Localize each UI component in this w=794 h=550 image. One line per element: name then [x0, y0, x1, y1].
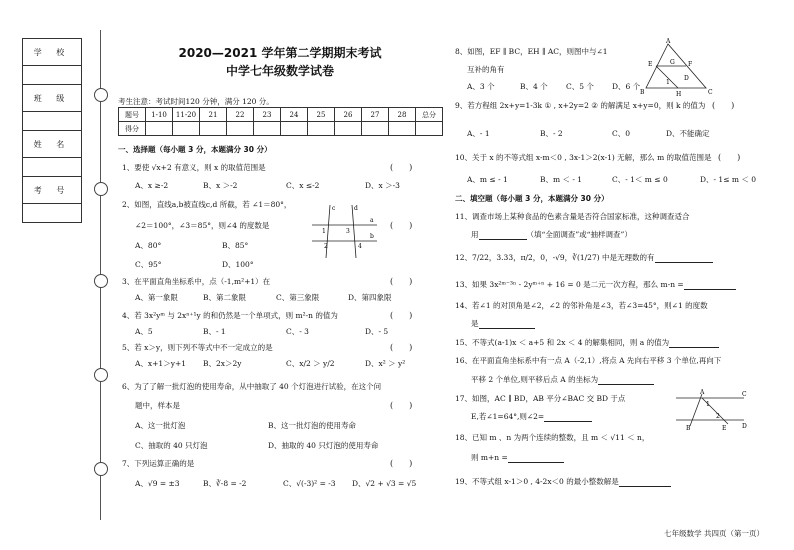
exam-subtitle: 中学七年级数学试卷	[225, 64, 334, 78]
question-8: 8、如图，EF ∥ BC，EH ∥ AC，则图中与∠1	[455, 47, 608, 56]
question-2: 2、如图，直线a,b被直线c,d 所截，若 ∠1＝80°，	[122, 200, 292, 209]
binding-hole	[94, 182, 108, 196]
binding-hole	[94, 274, 108, 288]
option[interactable]: B、x ＞-2	[203, 181, 238, 190]
option[interactable]: A、x ≥-2	[135, 181, 169, 190]
score-cell[interactable]	[308, 122, 335, 136]
school-field[interactable]	[23, 66, 81, 85]
binding-hole	[94, 462, 108, 476]
score-table-header-row	[119, 108, 443, 122]
option[interactable]: D、抽取的 40 只灯泡的使用寿命	[268, 441, 379, 450]
section-heading-choice: 一、选择题（每小题 3 分，本题满分 30 分）	[118, 145, 272, 154]
option[interactable]: D、100°	[222, 260, 254, 269]
option[interactable]: B、- 2	[540, 129, 563, 138]
figure-q8-triangle	[640, 40, 720, 98]
option[interactable]: A、√9 = ±3	[135, 479, 180, 488]
class-field[interactable]	[23, 112, 81, 131]
fig-label: 4	[358, 243, 362, 250]
option[interactable]: C、5 个	[566, 82, 594, 91]
option[interactable]: A、5	[135, 327, 153, 336]
fig-label: 2	[324, 243, 328, 250]
question-6-cont: 题中，样本是	[135, 401, 180, 410]
answer-paren[interactable]: ( )	[718, 153, 741, 162]
score-cell[interactable]	[362, 122, 389, 136]
score-header-cell: 25	[308, 108, 335, 122]
score-cell[interactable]	[146, 122, 173, 136]
fig-label: D	[742, 423, 747, 430]
q11-prefix: 用	[471, 230, 479, 239]
option[interactable]: C、x ≤-2	[286, 181, 320, 190]
fig-label: b	[370, 233, 374, 240]
question-15	[455, 337, 719, 348]
option[interactable]: A、- 1	[467, 129, 490, 138]
score-cell[interactable]	[227, 122, 254, 136]
answer-blank[interactable]	[508, 454, 564, 463]
q13-text: 13、如果 3x²ᵐ⁻³ⁿ - 2yᵐ⁺ⁿ + 16 = 0 是二元一次方程，那么 m-n =	[455, 280, 684, 289]
answer-paren[interactable]: ( )	[712, 101, 735, 110]
fig-label: A	[666, 38, 671, 45]
question-14: 14、若∠1 的对顶角是∠2，∠2 的邻补角是∠3，若∠3=45°，则∠1 的度数	[455, 301, 708, 310]
option[interactable]: A、80°	[135, 241, 162, 250]
q19-text: 19、不等式组 x-1＞0 , 4-2x＜0 的最小整数解是	[455, 477, 619, 486]
figure-q17-parallel	[672, 388, 752, 430]
question-17: 17、如图，AC ∥ BD，AB 平分∠BAC 交 BD 于点	[455, 394, 626, 403]
fig-label: G	[670, 59, 675, 66]
option[interactable]: B、4 个	[520, 82, 548, 91]
question-18: 18、已知 m 、n 为两个连续的整数，且 m ＜ √11 ＜ n，	[455, 433, 650, 442]
question-10: 10、关于 x 的不等式组 x-m＜0 , 3x-1＞2(x-1) 无解，那么 m 的取值范围是	[455, 153, 712, 162]
option[interactable]: D、- 5	[365, 327, 389, 336]
option[interactable]: A、x+1＞y+1	[135, 359, 186, 368]
option[interactable]: D、- 1≤ m ＜ 0	[700, 175, 757, 184]
q15-text: 15、不等式(a-1)x ＜ a+5 和 2x ＜ 4 的解集相同，则 a 的值为	[455, 338, 670, 347]
fig-label: 2	[716, 413, 720, 420]
fig-label: B	[686, 425, 691, 432]
exam-number-field[interactable]	[23, 204, 81, 222]
score-header-cell: 26	[335, 108, 362, 122]
score-cell[interactable]	[281, 122, 308, 136]
fig-label: 1	[706, 401, 710, 408]
exam-number-label: 考 号	[23, 177, 81, 204]
score-cell[interactable]	[389, 122, 416, 136]
fig-label: A	[700, 389, 705, 396]
fig-label: F	[688, 61, 693, 68]
class-label: 班 级	[23, 85, 81, 112]
option[interactable]: D、第四象限	[348, 293, 392, 302]
score-header-cell: 24	[281, 108, 308, 122]
score-header-cell: 21	[200, 108, 227, 122]
question-3: 3、在平面直角坐标系中，点（-1,m²+1）在	[122, 277, 271, 286]
question-1: 1、要使 √x+2 有意义，则 x 的取值范围是	[122, 163, 266, 172]
name-field[interactable]	[23, 158, 81, 177]
option[interactable]: B、2x＞2y	[203, 359, 242, 368]
question-5: 5、若 x＞y，则下列不等式中不一定成立的是	[122, 343, 273, 352]
fig-label: D	[684, 75, 689, 82]
score-header-cell: 总分	[416, 108, 443, 122]
fig-label: 1	[666, 79, 670, 86]
score-table	[118, 107, 443, 136]
option[interactable]: D、6 个	[612, 82, 641, 91]
answer-blank[interactable]	[598, 376, 654, 385]
exam-notice: 考生注意：考试时间120 分钟，满分 120 分。	[118, 97, 274, 106]
q11-note: （填“全面调查”或“抽样调查”）	[526, 230, 632, 239]
option[interactable]: B、第二象限	[203, 293, 247, 302]
option[interactable]: D、不能确定	[666, 129, 710, 138]
question-16: 16、在平面直角坐标系中有一点 A（-2,1）,将点 A 先向右平移 3 个单位,再向下	[455, 356, 722, 365]
question-12	[455, 252, 713, 263]
question-18-cont	[471, 452, 564, 463]
question-8-cont: 互补的角有	[467, 65, 505, 74]
question-14-cont	[471, 318, 535, 329]
q14-prefix: 是	[471, 319, 479, 328]
question-13	[455, 279, 736, 290]
question-6: 6、为了了解一批灯泡的使用寿命，从中抽取了 40 个灯泡进行试验，在这个问	[122, 382, 382, 391]
fig-label: a	[370, 217, 374, 224]
question-19	[455, 476, 671, 487]
answer-blank[interactable]	[619, 478, 671, 487]
answer-blank[interactable]	[544, 413, 592, 422]
option[interactable]: C、第三象限	[276, 293, 320, 302]
fig-label: C	[708, 89, 713, 96]
option[interactable]: A、m ≤ - 1	[467, 175, 508, 184]
fig-label: E	[648, 61, 653, 68]
question-2-cont: ∠2＝100°，∠3＝85°，则∠4 的度数是	[135, 221, 270, 230]
option[interactable]: D、√2 + √3 = √5	[352, 479, 417, 488]
option[interactable]: A、第一象限	[135, 293, 178, 302]
question-11-cont	[471, 229, 632, 240]
option[interactable]: B、85°	[222, 241, 249, 250]
fig-label: B	[640, 89, 645, 96]
score-header-cell: 28	[389, 108, 416, 122]
fig-label: c	[332, 205, 336, 212]
option[interactable]: A、3 个	[467, 82, 495, 91]
question-17-cont	[471, 411, 592, 422]
option[interactable]: B、- 1	[203, 327, 226, 336]
section-heading-fill: 二、填空题（每小题 3 分，本题满分 30 分）	[455, 194, 609, 203]
answer-blank[interactable]	[479, 320, 535, 329]
answer-paren[interactable]: ( )	[390, 401, 413, 410]
binding-hole	[94, 368, 108, 382]
fig-label: d	[354, 205, 358, 212]
figure-q2-lines	[312, 203, 382, 258]
answer-paren[interactable]: ( )	[390, 277, 413, 286]
answer-paren[interactable]: ( )	[390, 221, 413, 230]
option[interactable]: C、95°	[135, 260, 162, 269]
question-16-cont	[471, 374, 654, 385]
q18-prefix: 则 m+n =	[471, 453, 508, 462]
score-header-cell: 23	[254, 108, 281, 122]
score-cell[interactable]	[173, 122, 200, 136]
q17-prefix: E,若∠1=64°,则∠2=	[471, 412, 545, 421]
score-header-cell: 1-10	[146, 108, 173, 122]
option[interactable]: C、√(-3)² = -3	[283, 479, 336, 488]
school-label: 学 校	[23, 39, 81, 66]
score-cell[interactable]	[254, 122, 281, 136]
question-9: 9、若方程组 2x+y=1-3k ① , x+2y=2 ② 的解满足 x+y=0，则 k 的值为	[455, 101, 706, 110]
score-row-label: 得分	[119, 122, 146, 136]
option[interactable]: C、抽取的 40 只灯泡	[135, 441, 208, 450]
exam-title: 2020—2021 学年第二学期期末考试	[178, 46, 382, 60]
q16-prefix: 平移 2 个单位,则平移后点 A 的坐标为	[471, 375, 599, 384]
fig-label: 3	[346, 228, 350, 235]
score-header-cell: 11-20	[173, 108, 200, 122]
question-7: 7、下列运算正确的是	[122, 459, 195, 468]
option[interactable]: D、x ＞-3	[365, 181, 400, 190]
answer-paren[interactable]: ( )	[390, 163, 413, 172]
score-table-score-row	[119, 122, 443, 136]
binding-hole	[94, 88, 108, 102]
fig-label: E	[722, 425, 727, 432]
option[interactable]: B、m ＜ - 1	[540, 175, 583, 184]
answer-blank[interactable]	[669, 339, 719, 348]
fig-label: H	[676, 91, 682, 98]
answer-paren[interactable]: ( )	[390, 343, 413, 352]
score-cell[interactable]	[335, 122, 362, 136]
option[interactable]: C、- 1＜ m ≤ 0	[612, 175, 668, 184]
score-header-cell: 27	[362, 108, 389, 122]
option[interactable]: B、∛-8 = -2	[203, 479, 247, 488]
name-label: 姓 名	[23, 131, 81, 158]
option[interactable]: C、0	[612, 129, 631, 138]
option[interactable]: A、这一批灯泡	[135, 421, 186, 430]
student-info-box	[22, 38, 82, 223]
answer-paren[interactable]: ( )	[390, 459, 413, 468]
option[interactable]: C、- 3	[286, 327, 309, 336]
answer-blank[interactable]	[479, 231, 527, 240]
answer-blank[interactable]	[684, 281, 736, 290]
question-11: 11、调查市场上某种食品的色素含量是否符合国家标准，这种调查适合	[455, 212, 690, 221]
answer-paren[interactable]: ( )	[390, 311, 413, 320]
option[interactable]: C、x/2 ＞ y/2	[286, 359, 335, 368]
option[interactable]: D、x² ＞ y²	[365, 359, 406, 368]
score-cell[interactable]	[416, 122, 443, 136]
q12-text: 12、7/22，3.33，π/2，0，-√9，∛(1/27) 中是无理数的有	[455, 253, 655, 262]
fig-label: C	[742, 391, 747, 398]
option[interactable]: B、这一批灯泡的使用寿命	[268, 421, 357, 430]
fig-label: 1	[322, 228, 326, 235]
question-4: 4、若 3x²yᵐ 与 2xⁿ⁺¹y 的和仍然是一个单项式，则 m²-n 的值为	[122, 311, 338, 320]
score-header-cell: 22	[227, 108, 254, 122]
answer-blank[interactable]	[655, 254, 713, 263]
score-cell[interactable]	[200, 122, 227, 136]
page-footer: 七年级数学 共四页（第一页）	[664, 529, 764, 538]
score-header-cell: 题号	[119, 108, 146, 122]
